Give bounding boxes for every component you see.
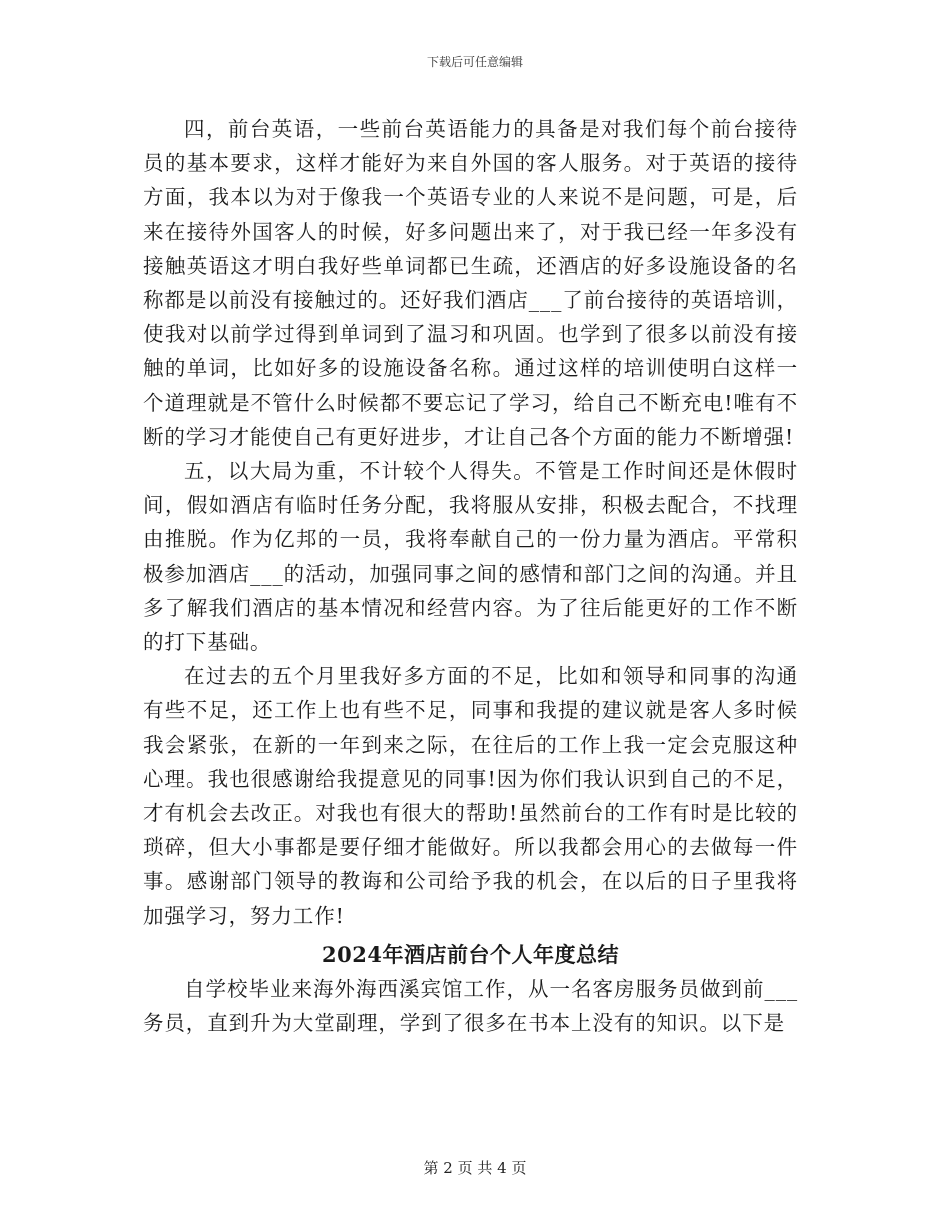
paragraph-intro: 自学校毕业来海外海西溪宾馆工作，从一名客房服务员做到前___务员，直到升为大堂副理，学到了很多在书本上没有的知识。以下是 (143, 976, 798, 1036)
paragraph-overall-interest: 五，以大局为重，不计较个人得失。不管是工作时间还是休假时间，假如酒店有临时任务分配，我将服从安排，积极去配合，不找理由推脱。作为亿邦的一员，我将奉献自己的一份力量为酒店。平常积极参加酒店___的活动，加强同事之间的感情和部门之间的沟通。并且多了解我们酒店的基本情况和经营内容。为了往后能更好的工作不断的打下基础。 (143, 459, 798, 655)
document-body (143, 112, 798, 1040)
paragraph-shortcomings: 在过去的五个月里我好多方面的不足，比如和领导和同事的沟通有些不足，还工作上也有些不足，同事和我提的建议就是客人多时候我会紧张，在新的一年到来之际，在往后的工作上我一定会克服这种心理。我也很感谢给我提意见的同事!因为你们我认识到自己的不足，才有机会去改正。对我也有很大的帮助!虽然前台的工作有时是比较的琐碎，但大小事都是要仔细才能做好。所以我都会用心的去做每一件事。感谢部门领导的教诲和公司给予我的机会，在以后的日子里我将加强学习，努力工作! (143, 664, 798, 928)
paragraph-front-desk-english: 四，前台英语，一些前台英语能力的具备是对我们每个前台接待员的基本要求，这样才能好为来自外国的客人服务。对于英语的接待方面，我本以为对于像我一个英语专业的人来说不是问题，可是，后来在接待外国客人的时候，好多问题出来了，对于我已经一年多没有接触英语这才明白我好些单词都已生疏，还酒店的好多设施设备的名称都是以前没有接触过的。还好我们酒店___了前台接待的英语培训，使我对以前学过得到单词到了温习和巩固。也学到了很多以前没有接触的单词，比如好多的设施设备名称。通过这样的培训使明白这样一个道理就是不管什么时候都不要忘记了学习，给自己不断充电!唯有不断的学习才能使自己有更好进步，才让自己各个方面的能力不断增强! (143, 117, 798, 449)
page-header: 下载后可任意编辑 (426, 55, 523, 69)
page-number: 第 2 页 共 4 页 (423, 1159, 527, 1177)
section-title: 2024年酒店前台个人年度总结 (322, 941, 619, 967)
